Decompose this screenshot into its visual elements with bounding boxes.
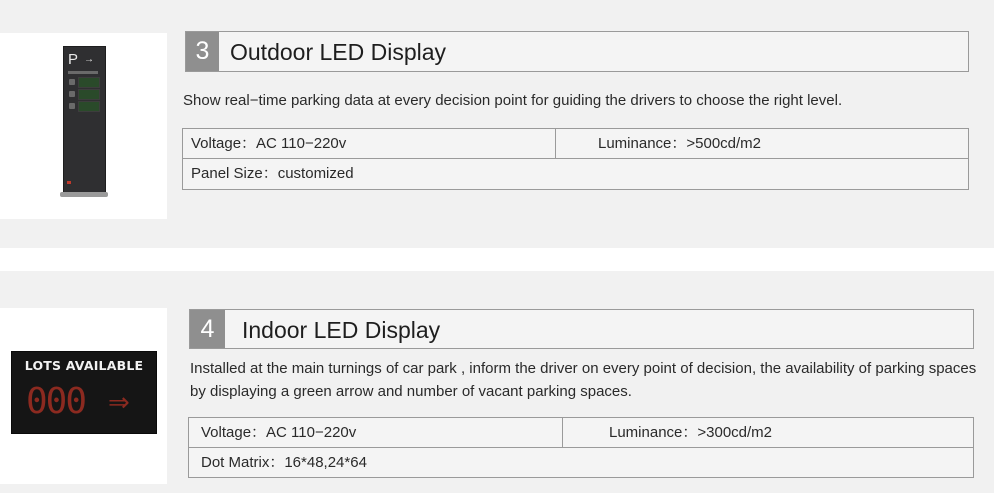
spec-voltage: Voltage：AC 110−220v <box>191 135 347 152</box>
parking-arrow-icon: → <box>84 54 94 65</box>
totem-base <box>60 192 108 197</box>
section-description: Installed at the main turnings of car park , inform the driver on every point of decision, the availability of parking spaces by displaying a green arrow and number of vacant parking spaces. <box>190 360 977 400</box>
section-number: 4 <box>190 310 225 348</box>
spec-table <box>188 417 974 478</box>
section-title-bar <box>185 31 969 72</box>
spec-luminance: Luminance：>300cd/m2 <box>609 424 773 441</box>
spec-dot-matrix: Dot Matrix：16*48,24*64 <box>201 454 367 471</box>
digit-panel <box>78 89 100 100</box>
section-title: Indoor LED Display <box>242 317 441 343</box>
parking-p-letter: P <box>68 51 79 68</box>
section-number: 3 <box>186 32 219 71</box>
spec-voltage: Voltage：AC 110−220v <box>201 424 357 441</box>
digit-panel <box>78 101 100 112</box>
led-arrow-icon: ⇒ <box>108 388 130 418</box>
sign-text-line <box>68 71 98 74</box>
spec-panel-size: Panel Size：customized <box>191 165 354 182</box>
level-indicator <box>69 79 75 85</box>
brand-mark <box>67 181 71 184</box>
led-title: LOTS AVAILABLE <box>24 358 144 373</box>
level-indicator <box>69 91 75 97</box>
level-indicator <box>69 103 75 109</box>
led-count: 000 <box>26 381 86 422</box>
spec-divider <box>555 129 556 159</box>
spec-luminance: Luminance：>500cd/m2 <box>598 135 762 152</box>
spec-divider <box>562 418 563 448</box>
indoor-led-display <box>11 351 157 434</box>
section-title: Outdoor LED Display <box>230 39 447 65</box>
outdoor-totem-sign <box>63 46 106 194</box>
section-title-bar <box>189 309 974 349</box>
section-description: Show real−time parking data at every decision point for guiding the drivers to choose the right level. <box>183 92 843 109</box>
digit-panel <box>78 77 100 88</box>
spec-table <box>182 128 969 190</box>
